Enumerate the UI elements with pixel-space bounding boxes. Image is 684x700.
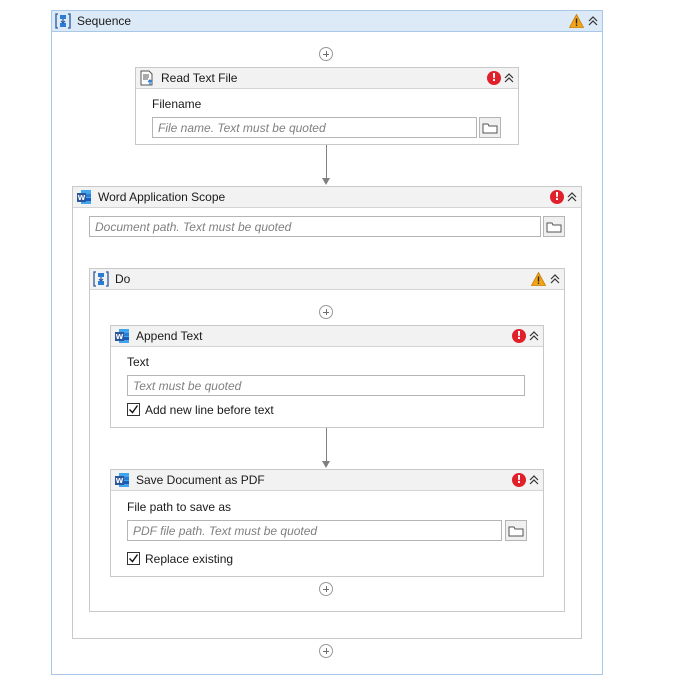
collapse-icon[interactable] (566, 191, 578, 203)
warning-icon (569, 14, 584, 28)
add-activity-icon[interactable] (319, 644, 333, 658)
folder-icon[interactable] (505, 520, 527, 541)
collapse-icon[interactable] (549, 273, 561, 285)
warning-icon (531, 272, 546, 286)
append-text-title: Append Text (136, 329, 203, 343)
pdf-path-input[interactable] (127, 520, 502, 541)
filename-label: Filename (152, 97, 202, 111)
connector-line (326, 145, 327, 178)
sequence-title: Sequence (77, 14, 132, 28)
word-icon (114, 328, 130, 344)
collapse-icon[interactable] (503, 72, 515, 84)
add-activity-icon[interactable] (319, 582, 333, 596)
word-icon (114, 472, 130, 488)
text-label: Text (127, 355, 150, 369)
append-text-header[interactable] (111, 326, 543, 347)
add-new-line-label: Add new line before text (145, 403, 274, 417)
word-scope-title: Word Application Scope (98, 190, 226, 204)
collapse-icon[interactable] (587, 15, 599, 27)
error-icon: ! (487, 71, 501, 85)
save-document-as-pdf-activity[interactable] (110, 469, 544, 577)
read-text-file-title: Read Text File (161, 71, 238, 85)
sequence-header[interactable] (52, 11, 602, 32)
add-activity-icon[interactable] (319, 305, 333, 319)
error-icon: ! (550, 190, 564, 204)
connector-arrow (322, 178, 330, 185)
add-new-line-checkbox[interactable] (127, 403, 140, 416)
read-text-file-activity[interactable] (135, 67, 519, 145)
collapse-icon[interactable] (528, 330, 540, 342)
collapse-icon[interactable] (528, 474, 540, 486)
error-icon: ! (512, 473, 526, 487)
save-pdf-header[interactable] (111, 470, 543, 491)
do-header[interactable] (90, 269, 564, 290)
connector-line (326, 428, 327, 461)
replace-existing-checkbox[interactable] (127, 552, 140, 565)
svg-text:W: W (115, 477, 124, 485)
folder-icon[interactable] (479, 117, 501, 138)
replace-existing-label: Replace existing (145, 552, 234, 566)
sequence-icon (93, 271, 109, 287)
word-icon (76, 189, 92, 205)
document-path-input[interactable] (89, 216, 541, 237)
sequence-icon (55, 13, 71, 29)
word-scope-header[interactable] (73, 187, 581, 208)
append-text-activity[interactable] (110, 325, 544, 428)
save-pdf-title: Save Document as PDF (136, 473, 265, 487)
read-text-file-icon (139, 70, 155, 86)
do-title: Do (115, 272, 131, 286)
connector-arrow (322, 461, 330, 468)
text-input[interactable] (127, 375, 525, 396)
error-icon: ! (512, 329, 526, 343)
svg-text:W: W (77, 194, 86, 202)
svg-text:W: W (115, 333, 124, 341)
folder-icon[interactable] (543, 216, 565, 237)
read-text-file-header[interactable] (136, 68, 518, 89)
filename-input[interactable] (152, 117, 477, 138)
file-path-label: File path to save as (127, 500, 232, 514)
add-activity-icon[interactable] (319, 47, 333, 61)
